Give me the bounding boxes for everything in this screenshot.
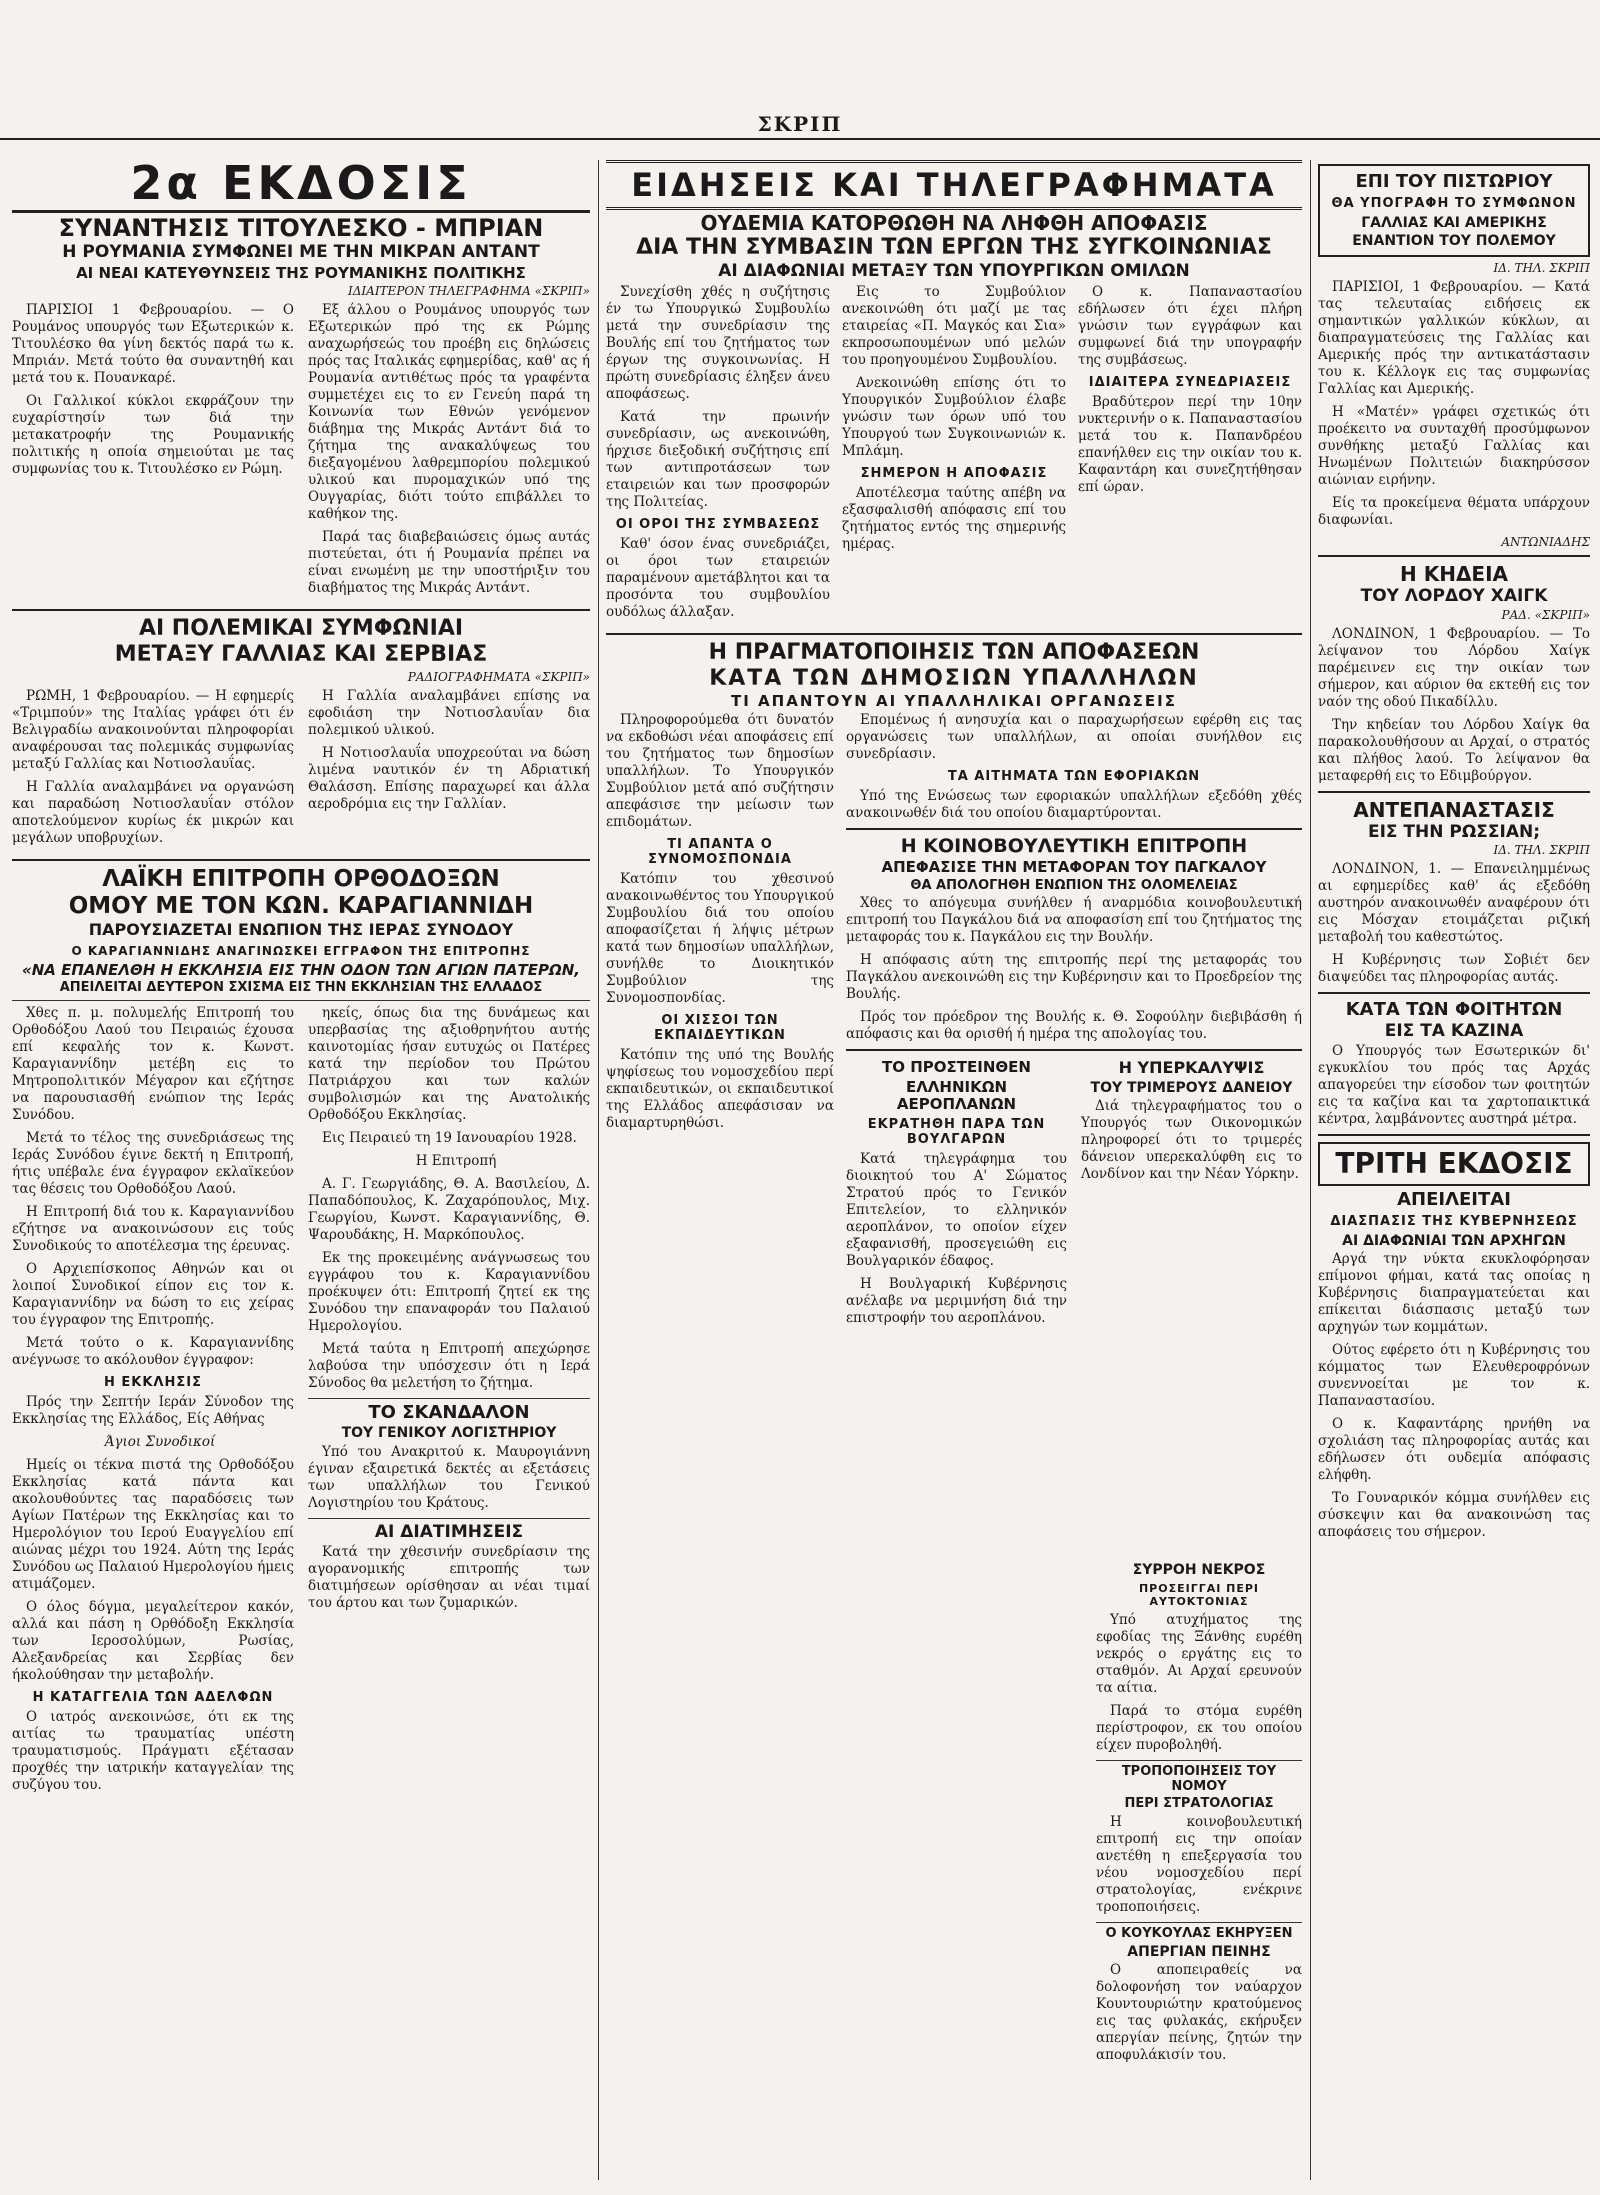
headline: ΟΥΔΕΜΙΑ ΚΑΤΟΡΘΩΘΗ ΝΑ ΛΗΦΘΗ ΑΠΟΦΑΣΙΣ [700,211,1208,235]
paragraph: Βραδύτερον περί την 10ην νυκτερινήν ο κ. Παπαναστασίου μετά του κ. Παπανδρέου επανήλθεν εις την οικίαν του κ. Καφαντάρη και συνεζητήθησαν επί ώραν. [1078,393,1302,495]
section-label: ΣΗΜΕΡΟΝ Η ΑΠΟΦΑΣΙΣ [860,465,1048,481]
credit-line: ΙΔΙΑΙΤΕΡΟΝ ΤΗΛΕΓΡΑΦΗΜΑ «ΣΚΡΙΠ» [348,284,590,299]
credit-line: ΡΑΔΙΟΓΡΑΦΗΜΑΤΑ «ΣΚΡΙΠ» [407,669,590,684]
paragraph: Η Νοτιοσλαυΐα υποχρεούται να δώση λιμένα ναυτικόν έν τη Αδριατική Θαλάσση. Επίσης παραχωρεί και άλλα αεροδρόμια εις την Γαλλίαν. [308,744,590,812]
article-strike [1096,1927,1302,2064]
headline: ΑΙ ΠΟΛΕΜΙΚΑΙ ΣΥΜΦΩΝΙΑΙ [138,616,464,642]
paragraph: Υπό ατυχήματος της εφοδίας της Ξάνθης ευρέθη νεκρός ο εργάτης εις το σταθμόν. Αι Αρχαί ερευνούν τα αίτια. [1096,1612,1302,1697]
paragraph: ΛΟΝΔΙΝΟΝ, 1. — Επανειλημμένως αι εφημερίδες καθ' άς εξεδόθη αυστηρόν ανακοινωθέν αναφέρουν ότι εις Μόσχαν ετοιμάζεται ριζική μεταβολή του καθεστώτος. [1318,861,1590,946]
paragraph: Ο Αρχιεπίσκοπος Αθηνών και οι λοιποί Συνοδικοί είπον εις τον κ. Καραγιαννίδην να δώση το εις χείρας του έγγραφον της Επιτροπής. [12,1260,294,1328]
paragraph: ΠΑΡΙΣΙΟΙ, 1 Φεβρουαρίου. — Κατά τας τελευταίας ειδήσεις εκ σημαντικών γαλλικών κύκλων, αι διαπραγματεύσεις της Γαλλίας και Αμερικής πρός την αντικατάστασιν του κ. Κέλλογκ εις τας συμφωνίας Γαλλίας και Αμερικής. [1318,278,1590,397]
paragraph: Εξ άλλου ο Ρουμάνος υπουργός των Εξωτερικών πρό της εκ Ρώμης αναχωρήσεώς του προέβη εις δηλώσεις πρός τας Ιταλικάς εφημερίδας, καθ' ας ή Ρουμανία αντιθέτως πρός τα γραφέντα συμμετέχει εις το εν Γενεύη παρά τη Κοινωνία των Εθνών γενόμενον διάβημα της Μικράς Αντάντ διά το ζήτημα της ανακαλύψεως του διεξαγομένου λαθρεμπορίου πολεμικού υλικού και πυρομαχικών υπό της Ουγγαρίας, διότι τούτο επιβάλλει το καθήκον της. [308,302,590,523]
paragraph: Μετά ταύτα η Επιτροπή απεχώρησε λαβούσα την υπόσχεσιν ότι η Ιερά Σύνοδος θα μελετήση το ζήτημα. [308,1340,590,1391]
section-label: ΟΙ ΟΡΟΙ ΤΗΣ ΣΥΜΒΑΣΕΩΣ [615,516,821,532]
article-lay-committee [12,867,590,1800]
headline: ΛΑΪΚΗ ΕΠΙΤΡΟΠΗ ΟΡΘΟΔΟΞΩΝ [102,865,500,892]
article-students [1318,1000,1590,1127]
paragraph: Η Βουλγαρική Κυβέρνησις ανέλαβε να μεριμνήση διά την επιστροφήν του αεροπλάνου. [846,1276,1067,1327]
article-pact [1318,164,1590,257]
article-military [12,617,590,852]
paragraph: Εκ της προκειμένης ανάγνωσεως του εγγράφου του κ. Καραγιαννίδου προέκυψεν ότι: Επιτροπή ζητεί εκ της Συνόδου την επαναφοράν του Παλαιού Ημερολογίου. [308,1249,590,1334]
section-label: Η ΚΑΤΑΓΓΕΛΙΑ ΤΩΝ ΑΔΕΛΦΩΝ [32,1689,274,1705]
paragraph: ΠΑΡΙΣΙΟΙ 1 Φεβρουαρίου. — Ο Ρουμάνος υπουργός των Εξωτερικών κ. Τιτουλέσκο θα γίνη δεκτός παρά τω κ. Μπριάν. Μετά τούτο θα συναντηθή και μετά του κ. Πουανκαρέ. [12,302,294,387]
paragraph: Επομένως ή ανησυχία και ο παραχωρήσεων εφέρθη εις τας οργανώσεις των υπαλλήλων, αι οποίαι συνήλθον εις συνεδρίασιν. [846,712,1302,763]
paragraph: Υπό του Ανακριτού κ. Μαυρογιάννη έγιναν εξαιρετικά δεκτές αι εξετάσεις των υπαλλήλων του Γενικού Λογιστηρίου του Κράτους. [308,1443,590,1511]
paragraph: ΡΩΜΗ, 1 Φεβρουαρίου. — Η εφημερίς «Τριμπούν» της Ιταλίας γράφει ότι έν Βελιγραδίω ανακοινούνται πληροφορίαι αναφέρουσαι τας πολεμικάς συμφωνίας μεταξύ Γαλλίας και Νοτιοσλαυΐας. [12,687,294,772]
article-funeral [1318,563,1590,785]
paragraph: Ο κ. Παπαναστασίου εδήλωσεν ότι έχει πλήρη γνώσιν των εγγράφων και συμφωνεί διά την υπογραφήν της συμβάσεως. [1078,283,1302,368]
section-label: ΟΙ ΧΙΣΣΟΙ ΤΩΝ ΕΚΠΑΙΔΕΥΤΙΚΩΝ [654,1013,786,1044]
paragraph: Πρός την Σεπτήν Ιεράν Σύνοδον της Εκκλησίας της Ελλάδος, Είς Αθήνας [12,1393,294,1427]
masthead-title: ΣΚΡΙΠ [757,112,843,136]
article-planes [846,1057,1067,1333]
subheadline: ΕΝΑΝΤΙΟΝ ΤΟΥ ΠΟΛΕΜΟΥ [1352,232,1556,249]
headline: ΟΜΟΥ ΜΕ ΤΟΝ ΚΩΝ. ΚΑΡΑΓΙΑΝΝΙΔΗ [68,892,534,919]
headline: ΜΕΤΑΞΥ ΓΑΛΛΙΑΣ ΚΑΙ ΣΕΡΒΙΑΣ [114,642,488,668]
paragraph: Μετά τούτο ο κ. Καραγιαννίδης ανέγνωσε το ακόλουθον έγγραφον: [12,1334,294,1368]
subheadline: ΑΙ ΔΙΑΦΩΝΙΑΙ ΜΕΤΑΞΥ ΤΩΝ ΥΠΟΥΡΓΙΚΩΝ ΟΜΙΛΩΝ [718,261,1190,282]
headline: ΕΠΙ ΤΟΥ ΠΙΣΤΩΡΙΟΥ [1355,171,1553,192]
headline: ΚΑΤΑ ΤΩΝ ΦΟΙΤΗΤΩΝ [1345,999,1563,1021]
headline: ΤΟΥ ΛΟΡΔΟΥ ΧΑΙΓΚ [1360,585,1548,606]
paragraph: Εις Πειραιεύ τη 19 Ιανουαρίου 1928. [322,1129,577,1146]
paragraph: Είς τα προκείμενα θέματα υπάρχουν διαφωνίαι. [1318,494,1590,528]
headline: Η ΚΟΙΝΟΒΟΥΛΕΥΤΙΚΗ ΕΠΙΤΡΟΠΗ [900,835,1248,858]
paragraph: Πληροφορούμεθα ότι δυνατόν να εκδοθώσι νέαι αποφάσεις επί του ζητήματος των δημοσίων υπαλλήλων. Το Υπουργικόν Συμβούλιον μετά από συζήτησιν απεφάσισε την μείωσιν των επιδομάτων. [606,712,834,831]
paragraph: Χθες π. μ. πολυμελής Επιτροπή του Ορθοδόξου Λαού του Πειραιώς έχουσα επί κεφαλής τον κ. Κωνστ. Καραγιαννίδην μετέβη εις το Μητροπολιτικόν Μέγαρον και εζήτησε να παρουσιασθή ενώπιον της Ιεράς Συνόδου. [12,1004,294,1123]
paragraph: Χθες το απόγευμα συνήλθεν ή αναρμόδια κοινοβουλευτική επιτροπή του Παγκάλου διά να αποφασίση επί του ζητήματος της μεταφοράς του κ. Παγκάλου εις την Βουλήν. [846,895,1302,946]
paragraph: Οι Γαλλικοί κύκλοι εκφράζουν την ευχαρίστησίν των διά την μετακατροφήν της Ρουμανικής πολιτικής η οποία σημειούται με τας συμφωνίας του κ. Τιτουλέσκο εν Ρώμη. [12,393,294,478]
article-third-edition [1318,1142,1590,1541]
paragraph: Ο αποπειραθείς να δολοφονήση τον ναύαρχον Κουντουριώτην κρατούμενος εις τας φυλακάς, εκήρυξεν απεργίαν πείνης, ζητών την αποφυλάκισίν του. [1096,1961,1302,2063]
headline: ΕΙΣ ΤΗΝ ΡΩΣΣΙΑΝ; [1367,821,1541,842]
credit-line: ΙΔ. ΤΗΛ. ΣΚΡΙΠ [1493,843,1590,858]
paragraph: ηκείς, όπως δια της δυνάμεως και υπερβασίας της αξιοθρηνήτου αυτής καινοτομίας ήσαν ευτυχώς οι Πατέρες κατά την περίοδον του Πρώτου Πατριάρχου και των καλών συμβολισμών και της Ανατολικής Ορθοδόξου Εκκλησίας. [308,1004,590,1123]
subheadline: Ο ΚΑΡΑΓΙΑΝΝΙΔΗΣ ΑΝΑΓΙΝΩΣΚΕΙ ΕΓΓΡΑΦΟΝ ΤΗΣ ΕΠΙΤΡΟΠΗΣ [71,943,531,958]
masthead [0,112,1600,140]
paragraph: Η κοινοβουλευτική επιτροπή εις την οποίαν ανετέθη η επεξεργασία του νέου νομοσχεδίου περί στρατολογίας, ενέκρινε τροποποιήσεις. [1096,1813,1302,1915]
subheadline: ΕΚΡΑΤΗΘΗ ΠΑΡΑ ΤΩΝ ΒΟΥΛΓΑΡΩΝ [867,1117,1046,1148]
subheadline: ΑΠΕΦΑΣΙΣΕ ΤΗΝ ΜΕΤΑΦΟΡΑΝ ΤΟΥ ΠΑΓΚΑΛΟΥ [881,858,1267,877]
edition-title: 2α ΕΚΔΟΣΙΣ [12,160,590,213]
subheadline: ΠΑΡΟΥΣΙΑΖΕΤΑΙ ΕΝΩΠΙΟΝ ΤΗΣ ΙΕΡΑΣ ΣΥΝΟΔΟΥ [88,920,514,940]
headline: Η ΚΗΔΕΙΑ [1400,561,1508,586]
paragraph: Παρά τας διαβεβαιώσεις όμως αυτάς πιστεύεται, ότι ή Ρουμανία πρέπει να είναι ενωμένη με την υποστήριξιν του διαβήματος της Μικράς Αντάντ. [308,529,590,597]
paragraph: Ο κ. Καφαντάρης ηρνήθη να σχολιάση τας πληροφορίας αυτάς και εδήλωσεν ότι ουδεμία απόφασις ελήφθη. [1318,1415,1590,1483]
paragraph: Κατά τηλεγράφημα του διοικητού του Α' Σώματος Στρατού πρός το Γενικόν Επιτελείον, το ελληνικόν αεροπλάνον, το οποίον είχεν εξαφανισθή, προσεγειώθη εις Βουλγαρικόν έδαφος. [846,1151,1067,1270]
article-suicides [1096,1562,1302,1754]
article-meeting [12,215,590,603]
headline: ΑΝΤΕΠΑΝΑΣΤΑΣΙΣ [1353,797,1555,822]
right-column [1318,160,1590,2185]
subheadline: ΘΑ ΑΠΟΛΟΓΗΘΗ ΕΝΩΠΙΟΝ ΤΗΣ ΟΛΟΜΕΛΕΙΑΣ [910,877,1238,893]
headline: ΑΠΕΙΛΕΙΤΑΙ [1397,1188,1511,1210]
column-divider [1310,160,1311,2180]
headline: ΑΙ ΔΙΑΤΙΜΗΣΕΙΣ [374,1521,524,1542]
paragraph: Η Γαλλία αναλαμβάνει επίσης να εφοδιάση την Νοτιοσλαυΐαν δια πολεμικού υλικού. [308,687,590,738]
quote-headline: ΑΠΕΙΛΕΙΤΑΙ ΔΕΥΤΕΡΟΝ ΣΧΙΣΜΑ ΕΙΣ ΤΗΝ ΕΚΚΛΗΣΙΑΝ ΤΗΣ ΕΛΛΑΔΟΣ [59,979,543,995]
headline: ΣΥΡΡΟΗ ΝΕΚΡΟΣ [1132,1562,1266,1578]
paragraph: Α. Γ. Γεωργιάδης, Θ. Α. Βασιλείου, Δ. Παπαδόπουλος, Κ. Ζαχαρόπουλος, Μιχ. Γεωργίου, Κωνστ. Καραγιαννίδης, Θ. Ψαρουδάκης, Η. Μαρκόπουλος. [308,1175,590,1243]
subheadline: ΤΟΥ ΤΡΙΜΕΡΟΥΣ ΔΑΝΕΙΟΥ [1090,1079,1293,1096]
paragraph: Η «Ματέν» γράφει σχετικώς ότι προέκειτο να συνταχθή προσύμφωνον συνθήκης μεταξύ Γαλλίας και Ηνωμένων Πολιτειών διακηρύσσον αιώνιαν ειρήνην. [1318,403,1590,488]
article-counter [1318,799,1590,987]
paragraph: Κατόπιν του χθεσινού ανακοινωθέντος του Υπουργικού Συμβουλίου διά του οποίου αποφασίζεται ή λήψις μέτρων κατά των δημοσίων υπαλλήλων, συνήλθε το Διοικητικόν Συμβούλιον της Συνομοσπονδίας. [606,871,834,1007]
subheadline: ΔΙΑΣΠΑΣΙΣ ΤΗΣ ΚΥΒΕΡΝΗΣΕΩΣ [1330,1213,1578,1229]
headline: ΕΙΣ ΤΑ ΚΑΖΙΝΑ [1384,1021,1524,1042]
paragraph: Την κηδείαν του Λόρδου Χαίγκ θα παρακολουθήσουν αι Αρχαί, ο στρατός και πλήθος λαού. Το λείψανον θα μεταφερθή εις το Εδιμβούργον. [1318,716,1590,784]
section-label: ΤΙ ΑΠΑΝΤΑ Ο ΣΥΝΟΜΟΣΠΟΝΔΙΑ [648,837,792,868]
subheadline: ΑΙ ΝΕΑΙ ΚΑΤΕΥΘΥΝΣΕΙΣ ΤΗΣ ΡΟΥΜΑΝΙΚΗΣ ΠΟΛΙΤΙΚΗΣ [76,263,526,282]
paragraph: Το Γουναρικόν κόμμα συνήλθεν εις σύσκεψιν και θα ανακοινώση τας αποφάσεις του σήμερον. [1318,1489,1590,1540]
paragraph: Ημείς οι τέκνα πιστά της Ορθοδόξου Εκκλησίας κατά πάντα και ακολουθούντες τας παραδόσεις των Αγίων Πατέρων της Εκκλησίας και το Ημερολόγιον του Ιερού Ευαγγελίου επί αιώνας μέχρι του 1924. Αύτη της Ιεράς Συνόδου ως Παλαιού Ημερολογίου ήμεις ατιμάζομεν. [12,1456,294,1592]
paragraph: Παρά το στόμα ευρέθη περίστροφον, εκ του οποίου είχεν πυροβοληθή. [1096,1703,1302,1754]
paragraph: Μετά το τέλος της συνεδριάσεως της Ιεράς Συνόδου έγινε δεκτή η Επιτροπή, ήτις υπέβαλε ένα έγγραφον εκλαϊκεύον τας θέσεις του Ορθοδόξου Λαού. [12,1129,294,1197]
center-right-subcolumn [1096,1560,1302,2180]
paragraph: ΛΟΝΔΙΝΟΝ, 1 Φεβρουαρίου. — Το λείψανον του Λόρδου Χαίγκ παρέμεινεν εις την οικίαν των σήμερον, και αύριον θα εκτεθή εις τον ναόν της οδού Πικαδίλλυ. [1318,625,1590,710]
third-edition-title: ΤΡΙΤΗ ΕΚΔΟΣΙΣ [1318,1142,1590,1186]
paragraph: Κατά την πρωινήν συνεδρίασιν, ως ανεκοινώθη, ήρχισε διεξοδική συζήτησις επί των αντιπροτάσεων των εταιρειών και των προσφορών της Πολιτείας. [606,408,830,510]
headline: ΣΥΝΑΝΤΗΣΙΣ ΤΙΤΟΥΛΕΣΚΟ - ΜΠΡΙΑΝ [58,214,544,242]
section-label: Η ΕΚΚΛΗΣΙΣ [104,1374,202,1390]
paragraph: Ούτος εφέρετο ότι η Κυβέρνησις του κόμματος των Ελευθεροφρόνων συνεννοείται με τον κ. Παπαναστασίου. [1318,1341,1590,1409]
subheadline: ΠΡΟΣΕΙΓΓΑΙ ΠΕΡΙ ΑΥΤΟΚΤΟΝΙΑΣ [1138,1582,1260,1609]
paragraph: Αργά την νύκτα εκυκλοφόρησαν επίμονοι φήμαι, κατά τας οποίας η Κυβέρνησις διαπραγματεύεται και επίκειται διάσπασις μεταξύ των αρχηγών των κομμάτων. [1318,1250,1590,1335]
article-loan [1081,1057,1302,1333]
signature: ΑΝΤΩΝΙΑΔΗΣ [1501,534,1590,549]
paragraph: Διά τηλεγραφήματος του ο Υπουργός των Οικονομικών πληροφορεί ότι το τριμερές δάνειον υπερεκαλύφθη εις το Λονδίνον και την Νέαν Υόρκην. [1081,1097,1302,1182]
paragraph: Η απόφασις αύτη της επιτροπής περί της μεταφοράς του Παγκάλου ανεκοινώθη εις την Κυβέρνησιν και το Προεδρείον της Βουλής. [846,952,1302,1003]
headline: ΑΠΕΡΓΙΑΝ ΠΕΙΝΗΣ [1127,1943,1271,1960]
column-divider [598,160,599,2180]
paragraph: Άγιοι Συνοδικοί [104,1433,216,1450]
headline: ΠΕΡΙ ΣΤΡΑΤΟΛΟΓΙΑΣ [1124,1795,1274,1811]
paragraph: Ανεκοινώθη επίσης ότι το Υπουργικόν Συμβούλιον έλαβε γνώσιν των όρων υπό του Υπουργού των Συγκοινωνιών κ. Μπλάμη. [842,374,1066,459]
headline: ΕΛΛΗΝΙΚΩΝ ΑΕΡΟΠΛΑΝΩΝ [896,1077,1017,1113]
article-committee [846,836,1302,1043]
paragraph: Η Κυβέρνησις των Σοβιέτ δεν διαψεύδει τας πληροφορίας αυτάς. [1318,952,1590,986]
subheadline: ΑΙ ΔΙΑΦΩΝΙΑΙ ΤΩΝ ΑΡΧΗΓΩΝ [1342,1232,1566,1249]
headline: ΤΟ ΣΚΑΝΔΑΛΟΝ [368,1401,530,1423]
paragraph: Η Επιτροπή [415,1152,497,1169]
paragraph: Καθ' όσον ένας συνεδριάζει, οι όροι των εταιρειών παραμένουν αμετάβλητοι και τα προσόντα του συμβουλίου ουδόλως άλλαξαν. [606,535,830,620]
section-label: ΤΑ ΑΙΤΗΜΑΤΑ ΤΩΝ ΕΦΟΡΙΑΚΩΝ [947,769,1201,785]
headline: Η ΠΡΑΓΜΑΤΟΠΟΙΗΣΙΣ ΤΩΝ ΑΠΟΦΑΣΕΩΝ [708,639,1200,665]
subheadline: ΘΑ ΥΠΟΓΡΑΦΗ ΤΟ ΣΥΜΦΩΝΟΝ [1331,195,1577,211]
paragraph: Ο Υπουργός των Εσωτερικών δι' εγκυκλίου του πρός τας Αρχάς απαγορεύει την είσοδον των φοιτητών εις τα καζίνα και τα χαρτοπαικτικά κέντρα, λαμβάνοντες αυστηρά μέτρα. [1318,1042,1590,1127]
paragraph: Πρός τον πρόεδρον της Βουλής κ. Θ. Σοφούλην διεβιβάσθη ή απόφασις και θα ορισθή ή ημέρα της απολογίας του. [846,1009,1302,1043]
subheadline: ΤΟΥ ΓΕΝΙΚΟΥ ΛΟΓΙΣΤΗΡΙΟΥ [341,1425,557,1442]
paragraph: Κατά την χθεσινήν συνεδρίασιν της αγορανομικής επιτροπής των διατιμήσεων ορίσθησαν αι νέαι τιμαί του άρτου και των ζυμαρικών. [308,1544,590,1612]
headline: ΔΙΑ ΤΗΝ ΣΥΜΒΑΣΙΝ ΤΩΝ ΕΡΓΩΝ ΤΗΣ ΣΥΓΚΟΙΝΩΝΙΑΣ [636,235,1272,260]
headline: Ο ΚΟΥΚΟΥΛΑΣ ΕΚΗΡΥΞΕΝ [1105,1925,1293,1941]
headline: ΚΑΤΑ ΤΩΝ ΔΗΜΟΣΙΩΝ ΥΠΑΛΛΗΛΩΝ [709,665,1199,691]
paragraph: Εις το Συμβούλιον ανεκοινώθη ότι μαζί με τας εταιρείας «Π. Μαγκός και Σια» εκπροσωπουμένων υπό μελών του προηγουμένου Συμβουλίου. [842,283,1066,368]
subheadline: ΤΙ ΑΠΑΝΤΟΥΝ ΑΙ ΥΠΑΛΛΗΛΙΚΑΙ ΟΡΓΑΝΩΣΕΙΣ [731,692,1177,711]
paragraph: Ο όλος δόγμα, μεγαλείτερον κακόν, αλλά και πάση η Ορθόδοξη Εκκλησία των Ιεροσολύμων, Ρωσίας, Αλεξανδρείας και Σερβίας δεν ήκολούθησαν την μεταβολήν. [12,1598,294,1683]
paragraph: Η Επιτροπή διά του κ. Καραγιαννίδου εζήτησε να ανακοινώσουν εις τούς Συνοδικούς το αποτέλεσμα της έρευνας. [12,1203,294,1254]
section-label: ΙΔΙΑΙΤΕΡΑ ΣΥΝΕΔΡΙΑΣΕΙΣ [1088,374,1292,390]
banner-title: ΕΙΔΗΣΕΙΣ ΚΑΙ ΤΗΛΕΓΡΑΦΗΜΑΤΑ [606,160,1302,210]
paragraph: Η Γαλλία αναλαμβάνει να οργανώση και παραδώση Νοτιοσλαυΐαν στόλον αποτελούμενον κυρίως έκ μικρών και μεγάλων υποβρυχίων. [12,778,294,846]
subheadline: Η ΡΟΥΜΑΝΙΑ ΣΥΜΦΩΝΕΙ ΜΕ ΤΗΝ ΜΙΚΡΑΝ ΑΝΤΑΝΤ [62,242,540,263]
article-implementation [606,641,1302,1333]
credit-line: ΡΑΔ. «ΣΚΡΙΠ» [1501,607,1590,622]
headline: ΤΟ ΠΡΟΣΤΕΙΝΘΕΝ [882,1058,1031,1077]
credit-line: ΙΔ. ΤΗΛ. ΣΚΡΙΠ [1493,260,1590,275]
paragraph: Υπό της Ενώσεως των εφοριακών υπαλλήλων εξεδόθη χθές ανακοινωθέν διά του οποίου διαμαρτύρονται. [846,788,1302,822]
article-law [1096,1765,1302,1916]
quote-headline: «ΝΑ ΕΠΑΝΕΛΘΗ Η ΕΚΚΛΗΣΙΑ ΕΙΣ ΤΗΝ ΟΔΟΝ ΤΩΝ ΑΓΙΩΝ ΠΑΤΕΡΩΝ, [22,960,580,979]
paragraph: Ο ιατρός ανεκοινώσε, ότι εκ της αιτίας τω τραυματίας υπέστη τραυματισμούς. Πράγματι εξέτασαν προχθές την ιατρικήν καταγγελίαν της συζύγου του. [12,1708,294,1793]
headline: Η ΥΠΕΡΚΑΛΥΨΙΣ [1118,1058,1265,1078]
paragraph: Συνεχίσθη χθές η συζήτησις έν τω Υπουργικώ Συμβουλίω μετά την συνεδρίασιν της Βουλής επί του ζητήματος των έργων της συγκοινωνίας. Η πρώτη συνεδρίασις έληξεν άνευ αποφάσεως. [606,283,830,402]
paragraph: Αποτέλεσμα ταύτης απέβη να εξασφαλισθή απόφασις επί του ζητήματος εντός της σημερινής ημέρας. [842,484,1066,552]
headline: ΤΡΟΠΟΠΟΙΗΣΕΙΣ ΤΟΥ ΝΟΜΟΥ [1121,1764,1277,1795]
subheadline: ΓΑΛΛΙΑΣ ΚΑΙ ΑΜΕΡΙΚΗΣ [1361,214,1547,231]
article-decision [606,212,1302,627]
paragraph: Κατόπιν της υπό της Βουλής ψηφίσεως του νομοσχεδίου περί εκπαιδευτικών, οι εκπαιδευτικοί της Ελλάδος απεφάσισαν να διαμαρτυρηθώσι. [606,1047,834,1132]
left-column [12,160,590,2185]
